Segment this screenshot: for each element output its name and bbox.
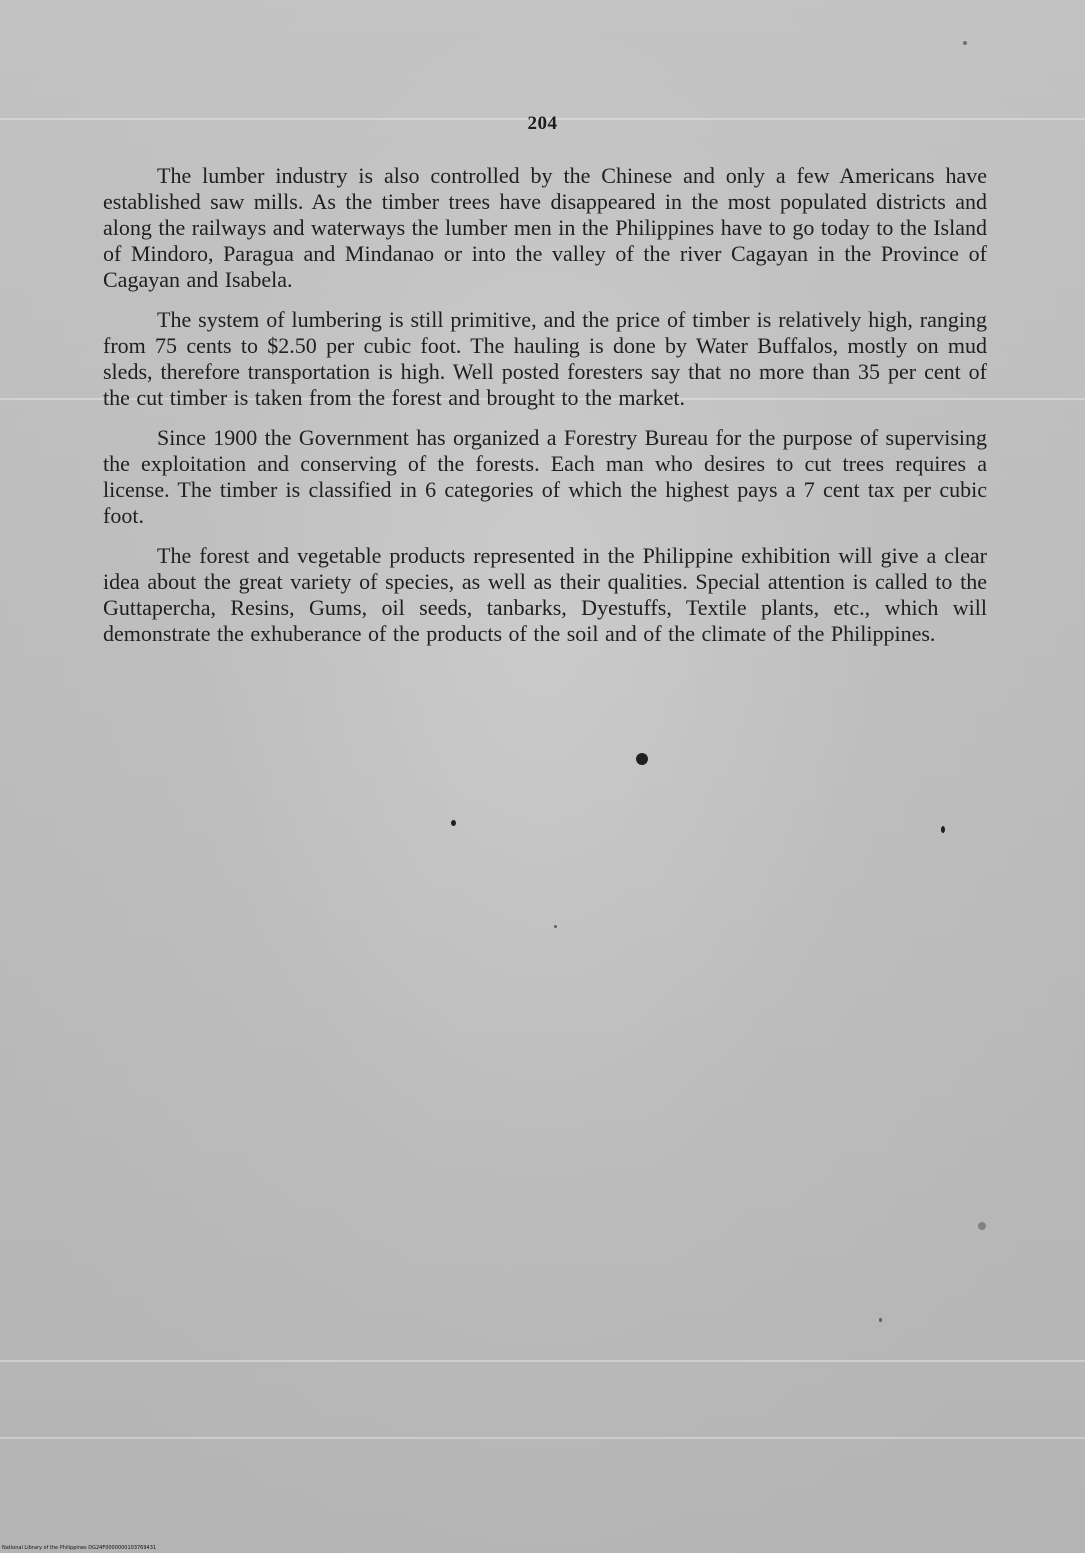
paragraph-lumbering-system: The system of lumbering is still primitive, and the price of timber is relatively high, ranging from 75 cents to $2.50 per cubic foot. The hauling is done by Water Buffalos, mostly on mud sleds, therefore transportation is high. Well posted foresters say that no more than 35 per cent of the cut timber is taken from the forest and brought to the market.: [103, 307, 987, 410]
ink-spot: [636, 753, 648, 765]
ink-spot: [963, 41, 967, 45]
paragraph-lumber-industry: The lumber industry is also controlled by the Chinese and only a few Americans have established saw mills. As the timber trees have disappeared in the most populated districts and along the railways and waterways the lumber men in the Philippines have to go today to the Island of Mindoro, Paragua and Mindanao or into the valley of the river Cagayan in the Province of Cagayan and Isabela.: [103, 163, 987, 292]
ink-spot: [451, 820, 456, 826]
paragraph-forest-products: The forest and vegetable products represented in the Philippine exhibition will give a clear idea about the great variety of species, as well as their qualities. Special attention is called to the Guttapercha, Resins, Gums, oil seeds, tanbarks, Dyestuffs, Textile plants, etc., which will demonstrate the exhuberance of the products of the soil and of the climate of the Philippines.: [103, 543, 987, 646]
ink-spot: [554, 925, 557, 928]
page-number: 204: [527, 113, 558, 134]
paragraph-forestry-bureau: Since 1900 the Government has organized a Forestry Bureau for the purpose of supervising the exploitation and conserving of the forests. Each man who desires to cut trees requires a license. The timber is classified in 6 categories of which the highest pays a 7 cent tax per cubic foot.: [103, 425, 987, 528]
library-footer-note: National Library of the Philippines DG24F0000000103769431: [2, 1545, 157, 1551]
ink-spot: [978, 1222, 986, 1230]
ink-spot: [879, 1318, 882, 1322]
scan-line: [0, 1437, 1085, 1439]
ink-spot: [941, 826, 945, 833]
document-body: [103, 163, 987, 661]
scan-line: [0, 1360, 1085, 1362]
